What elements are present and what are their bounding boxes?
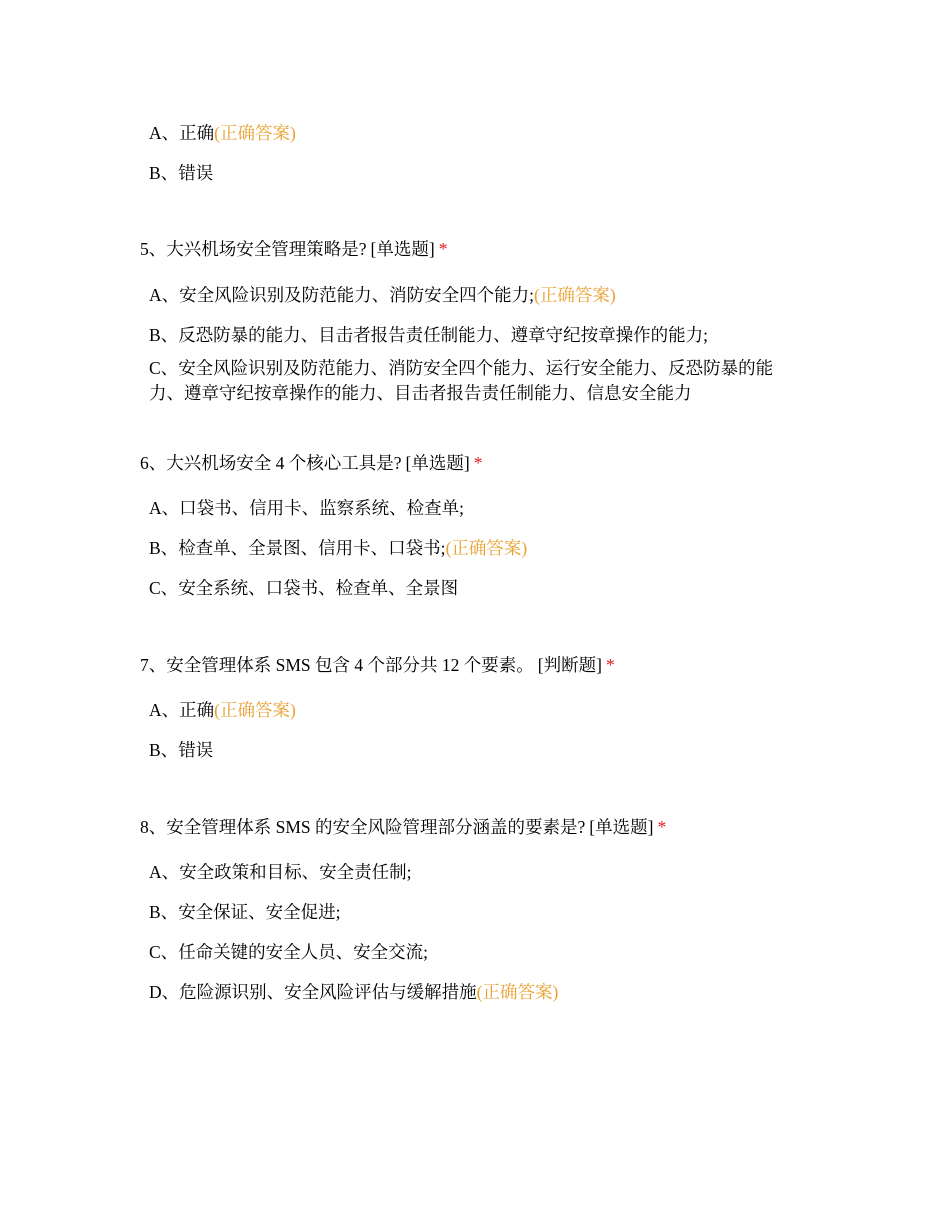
correct-answer-label: (正确答案) xyxy=(214,123,296,143)
option-item xyxy=(149,900,809,925)
option-letter: B、 xyxy=(149,325,179,345)
option-letter: A、 xyxy=(149,285,180,305)
correct-answer-label: (正确答案) xyxy=(534,285,616,305)
correct-answer-label: (正确答案) xyxy=(476,982,559,1002)
option-letter: A、 xyxy=(149,700,180,720)
option-item xyxy=(149,121,809,146)
question-title xyxy=(140,237,447,261)
option-letter: A、 xyxy=(149,123,180,143)
option-text: 任命关键的安全人员、安全交流; xyxy=(178,942,429,962)
option-text: 安全政策和目标、安全责任制; xyxy=(179,862,412,882)
option-letter: C、 xyxy=(149,358,179,378)
option-text: 安全风险识别及防范能力、消防安全四个能力; xyxy=(179,285,535,305)
required-mark: * xyxy=(605,655,615,675)
option-item xyxy=(149,496,809,521)
option-item xyxy=(149,356,799,406)
question-title xyxy=(140,815,666,839)
option-text: 口袋书、信用卡、监察系统、检查单; xyxy=(179,498,465,518)
option-letter: A、 xyxy=(149,498,180,518)
correct-answer-label: (正确答案) xyxy=(445,538,528,558)
option-text: 危险源识别、安全风险评估与缓解措施 xyxy=(179,982,477,1002)
question-type: [单选题] xyxy=(405,453,470,473)
option-letter: B、 xyxy=(149,902,179,922)
required-mark: * xyxy=(438,239,448,259)
option-text: 安全系统、口袋书、检查单、全景图 xyxy=(178,578,459,598)
question-title xyxy=(140,451,482,475)
option-item xyxy=(149,161,809,186)
option-item xyxy=(149,698,809,723)
question-text: 安全管理体系 SMS 的安全风险管理部分涵盖的要素是? xyxy=(166,817,586,837)
option-text: 正确 xyxy=(179,700,215,720)
question-number: 5、 xyxy=(140,239,167,259)
question-number: 8、 xyxy=(140,817,167,837)
option-item xyxy=(149,576,809,601)
question-title xyxy=(140,653,615,677)
option-item xyxy=(149,323,809,348)
correct-answer-label: (正确答案) xyxy=(214,700,296,720)
option-letter: C、 xyxy=(149,942,179,962)
option-letter: C、 xyxy=(149,578,179,598)
option-letter: B、 xyxy=(149,740,179,760)
question-type: [单选题] xyxy=(370,239,435,259)
option-text: 安全保证、安全促进; xyxy=(178,902,341,922)
option-item xyxy=(149,738,809,763)
option-text: 安全风险识别及防范能力、消防安全四个能力、运行安全能力、反恐防暴的能力、遵章守纪按章操作的能力、目击者报告责任制能力、信息安全能力 xyxy=(149,358,774,403)
option-item xyxy=(149,536,809,561)
question-text: 安全管理体系 SMS 包含 4 个部分共 12 个要素。 xyxy=(166,655,534,675)
option-item xyxy=(149,980,809,1005)
option-letter: A、 xyxy=(149,862,180,882)
option-text: 正确 xyxy=(179,123,215,143)
option-letter: B、 xyxy=(149,163,179,183)
option-item xyxy=(149,940,809,965)
option-text: 错误 xyxy=(178,740,214,760)
question-text: 大兴机场安全 4 个核心工具是? xyxy=(166,453,402,473)
question-number: 7、 xyxy=(140,655,167,675)
required-mark: * xyxy=(473,453,483,473)
option-letter: D、 xyxy=(149,982,180,1002)
option-text: 反恐防暴的能力、目击者报告责任制能力、遵章守纪按章操作的能力; xyxy=(178,325,709,345)
question-number: 6、 xyxy=(140,453,167,473)
question-text: 大兴机场安全管理策略是? xyxy=(166,239,367,259)
option-item xyxy=(149,860,809,885)
option-item xyxy=(149,283,809,308)
question-type: [判断题] xyxy=(537,655,602,675)
required-mark: * xyxy=(657,817,667,837)
option-text: 错误 xyxy=(178,163,214,183)
question-type: [单选题] xyxy=(589,817,654,837)
option-text: 检查单、全景图、信用卡、口袋书; xyxy=(178,538,446,558)
option-letter: B、 xyxy=(149,538,179,558)
